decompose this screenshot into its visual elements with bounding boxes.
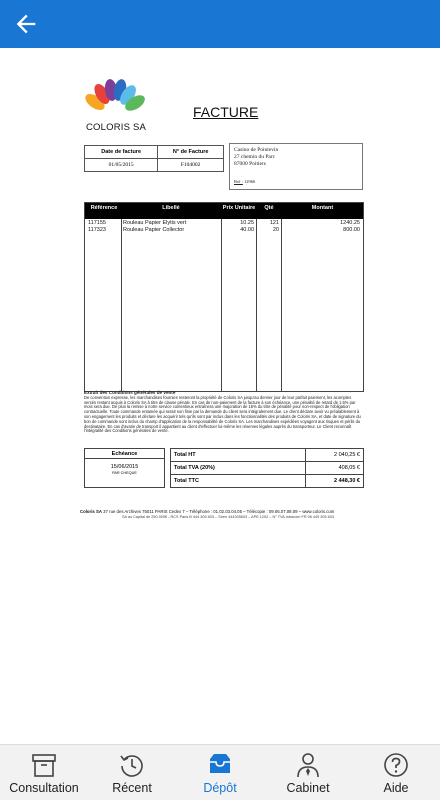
help-question-icon (382, 751, 410, 779)
conditions-text: De convention expresse, les marchandises fournies resteront la propriété de Coloris SA jusqu'au dernier jour de leur parfait paiement, les acomptes versés restant acquis à Coloris SA à titre de clause pénale. En cas de non-paiement de la facture à son échéance, une pénalité de retard de 1.5% par mois sera due. De plus la remise à notre service contentieux entraînera une majoration de 15% du titre de pénalité pour non-respect de l'obligation contractuelle. Toute commande entamée qui serait non finie par la demande du client sera intégralement due. Le client déclare avoir vu préalablement à son engagement les produits et déclare les acquérir tels qu'ils sont par inclus dans les fonctionnalités des produits de Coloris SA, et date de signature du bon de commande sont inclus du champ d'application de la responsabilité de Coloris SA. Les marchandises expédiées voyagent aux risques et périls du destinataire. En cas d'avarie de transport il appartient au client d'effectuer lui-même les réserves légales auprès du transporteur. Le Client reconnaît l'intégralité des Conditions générales de vente. (84, 394, 361, 434)
total-tva-label: Total TVA (20%) (171, 462, 306, 475)
client-ref-value: 12966 (244, 179, 256, 185)
nav-depot-label: Dépôt (203, 781, 237, 795)
nav-cabinet[interactable] (264, 745, 352, 800)
nav-consultation-label: Consultation (9, 781, 79, 795)
invoice-title: FACTURE (193, 104, 259, 120)
due-date-label: Echéance (85, 449, 164, 459)
person-tie-icon (294, 751, 322, 779)
total-tva-row (171, 462, 364, 475)
total-ttc-amount: 2 448,30 € (306, 475, 364, 488)
company-name: COLORIS SA (86, 122, 147, 133)
footer-company: Coloris SA (80, 509, 102, 514)
due-date-box (84, 448, 165, 488)
client-line: Casino de Pointevin (234, 147, 279, 153)
client-line: 27 chemin du Parc (234, 153, 276, 160)
header-libelle: Libellé (162, 205, 180, 211)
column-divider (221, 219, 222, 391)
total-ttc-row (171, 475, 364, 488)
client-line: 87000 Poitiers (234, 160, 266, 167)
number-label: N° de Facture (158, 146, 224, 159)
nav-consultation[interactable] (0, 745, 88, 800)
sales-conditions (84, 391, 364, 434)
nav-depot[interactable] (176, 745, 264, 800)
client-ref (234, 179, 255, 185)
nav-aide-label: Aide (383, 781, 409, 795)
nav-recent-label: Récent (112, 781, 152, 795)
invoice-number: F104002 (158, 159, 224, 172)
nav-recent[interactable] (88, 745, 176, 800)
client-ref-label: Ref : (234, 179, 243, 185)
footer-address-text: 37 rue des Archives 75011 PARIS Cedex 7 – Téléphone : 01.02.03.04.05 – Télécopie : 09.06.07.08.09 – www.coloris.com (103, 509, 335, 514)
column-divider (281, 219, 282, 391)
back-button[interactable] (12, 10, 40, 38)
header-prix: Prix Unitaire (222, 205, 256, 211)
conditions-title: Extrait des Conditions générales de vente (84, 390, 176, 395)
lines-table-header (85, 203, 363, 219)
row-2-reference: 117323 (88, 227, 106, 233)
payment-mode: PAR CHEQUE (112, 471, 137, 475)
row-1-libelle: Rouleau Papier Elytis vert (123, 220, 187, 226)
totals-table (170, 448, 364, 488)
bottom-navigation (0, 744, 440, 800)
column-divider (256, 219, 257, 391)
header-reference: Référence (90, 205, 118, 211)
client-address (229, 143, 363, 190)
invoice-date: 01/05/2015 (85, 159, 158, 172)
row-1-qte: 121 (269, 220, 279, 226)
archive-box-icon (30, 751, 58, 779)
column-divider (121, 219, 122, 391)
row-2-montant: 800.00 (343, 227, 360, 233)
footer-address (80, 509, 364, 514)
arrow-left-icon (12, 10, 40, 38)
row-1-prix: 10.25 (240, 220, 254, 226)
row-2-qte: 20 (272, 227, 279, 233)
footer-legal: SA au Capital de 250.000€ - RCS Paris B 444 305 603 – Siren 444305603 – APE 1252 – N° TVA Intracom FR 06 445 305 603 (121, 515, 335, 519)
total-tva-amount: 408,05 € (306, 462, 364, 475)
invoice-meta-table (84, 145, 224, 172)
invoice-lines-table (84, 202, 364, 392)
row-2-libelle: Rouleau Papier Collector (123, 227, 185, 233)
app-bar (0, 0, 440, 48)
total-ttc-label: Total TTC (171, 475, 306, 488)
total-ht-row (171, 449, 364, 462)
row-2-prix: 40.00 (240, 227, 254, 233)
header-montant: Montant (311, 205, 334, 211)
inbox-tray-icon (206, 751, 234, 779)
nav-aide[interactable] (352, 745, 440, 800)
history-clock-icon (118, 751, 146, 779)
due-date-value: 15/06/2015 (110, 464, 139, 470)
date-label: Date de facture (85, 146, 158, 159)
nav-cabinet-label: Cabinet (286, 781, 330, 795)
header-qte: Qté (264, 205, 274, 211)
invoice-document (0, 48, 440, 744)
total-ht-label: Total HT (171, 449, 306, 462)
row-1-montant: 1240.25 (340, 220, 360, 226)
row-1-reference: 117155 (88, 220, 106, 226)
total-ht-amount: 2 040,25 € (306, 449, 364, 462)
